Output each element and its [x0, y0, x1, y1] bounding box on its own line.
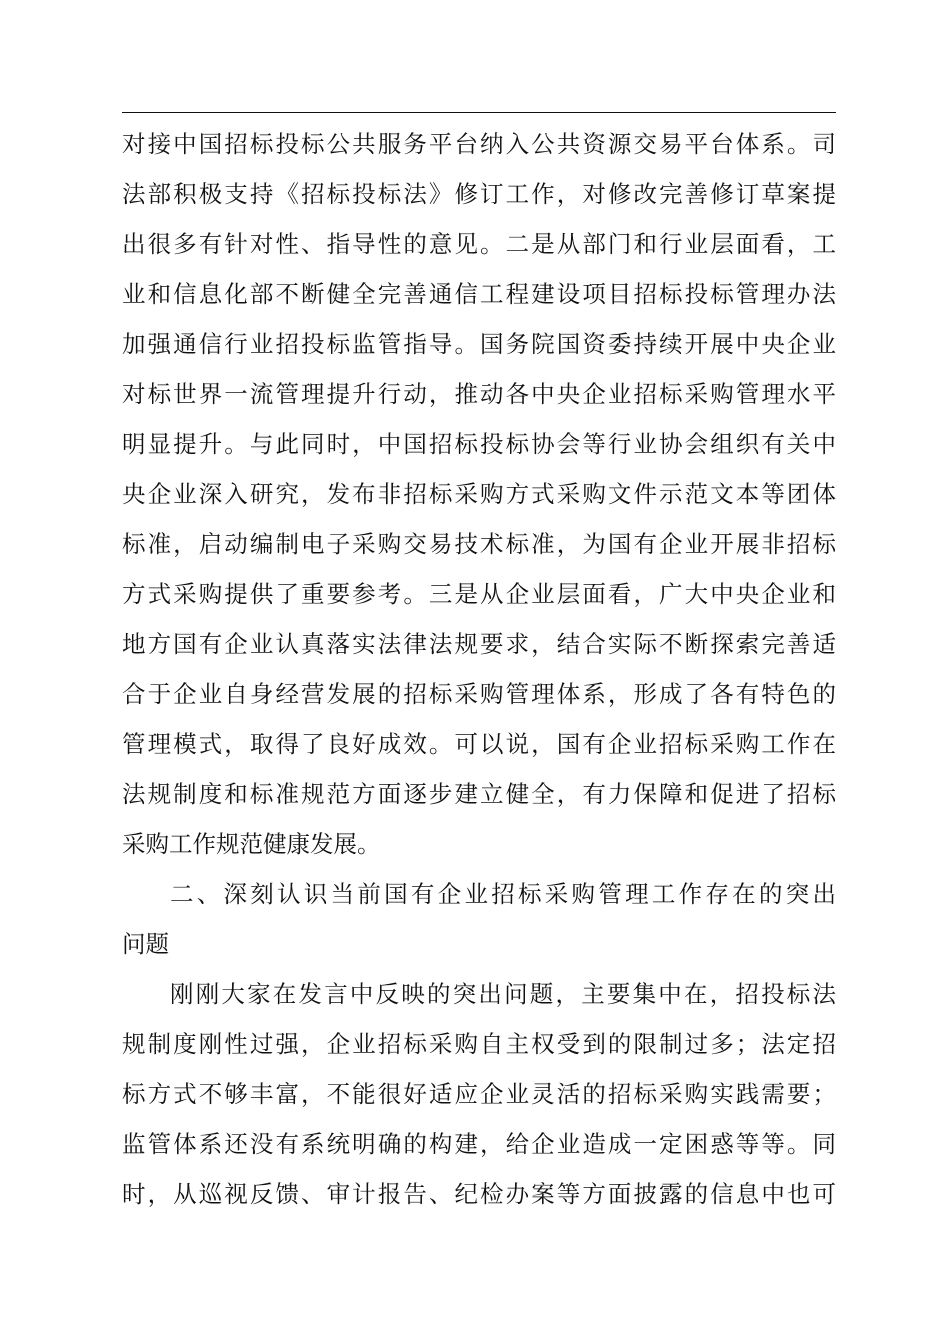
- text-line: 时，从巡视反馈、审计报告、纪检办案等方面披露的信息中也可: [122, 1180, 836, 1208]
- text-line: 管理模式，取得了良好成效。可以说，国有企业招标采购工作在: [122, 730, 836, 758]
- text-line: 法规制度和标准规范方面逐步建立健全，有力保障和促进了招标: [122, 780, 836, 808]
- header-rule: [122, 112, 836, 113]
- text-line: 监管体系还没有系统明确的构建，给企业造成一定困惑等等。同: [122, 1130, 836, 1158]
- text-line: 刚刚大家在发言中反映的突出问题，主要集中在，招投标法: [170, 980, 836, 1008]
- text-line: 合于企业自身经营发展的招标采购管理体系，形成了各有特色的: [122, 680, 836, 708]
- section-heading: 二、深刻认识当前国有企业招标采购管理工作存在的突出: [170, 880, 836, 908]
- text-line: 对接中国招标投标公共服务平台纳入公共资源交易平台体系。司: [122, 130, 836, 158]
- text-line: 对标世界一流管理提升行动，推动各中央企业招标采购管理水平: [122, 380, 836, 408]
- text-line: 加强通信行业招投标监管指导。国务院国资委持续开展中央企业: [122, 330, 836, 358]
- text-line: 方式采购提供了重要参考。三是从企业层面看，广大中央企业和: [122, 580, 836, 608]
- text-line: 地方国有企业认真落实法律法规要求，结合实际不断探索完善适: [122, 630, 836, 658]
- text-line: 央企业深入研究，发布非招标采购方式采购文件示范文本等团体: [122, 480, 836, 508]
- text-line: 标方式不够丰富，不能很好适应企业灵活的招标采购实践需要；: [122, 1080, 836, 1108]
- text-line: 法部积极支持《招标投标法》修订工作，对修改完善修订草案提: [122, 180, 836, 208]
- text-line: 标准，启动编制电子采购交易技术标准，为国有企业开展非招标: [122, 530, 836, 558]
- text-line: 规制度刚性过强，企业招标采购自主权受到的限制过多；法定招: [122, 1030, 836, 1058]
- text-line: 业和信息化部不断健全完善通信工程建设项目招标投标管理办法: [122, 280, 836, 308]
- text-line: 出很多有针对性、指导性的意见。二是从部门和行业层面看，工: [122, 230, 836, 258]
- text-line: 采购工作规范健康发展。: [122, 830, 381, 858]
- text-line: 明显提升。与此同时，中国招标投标协会等行业协会组织有关中: [122, 430, 836, 458]
- section-heading-continuation: 问题: [122, 930, 169, 958]
